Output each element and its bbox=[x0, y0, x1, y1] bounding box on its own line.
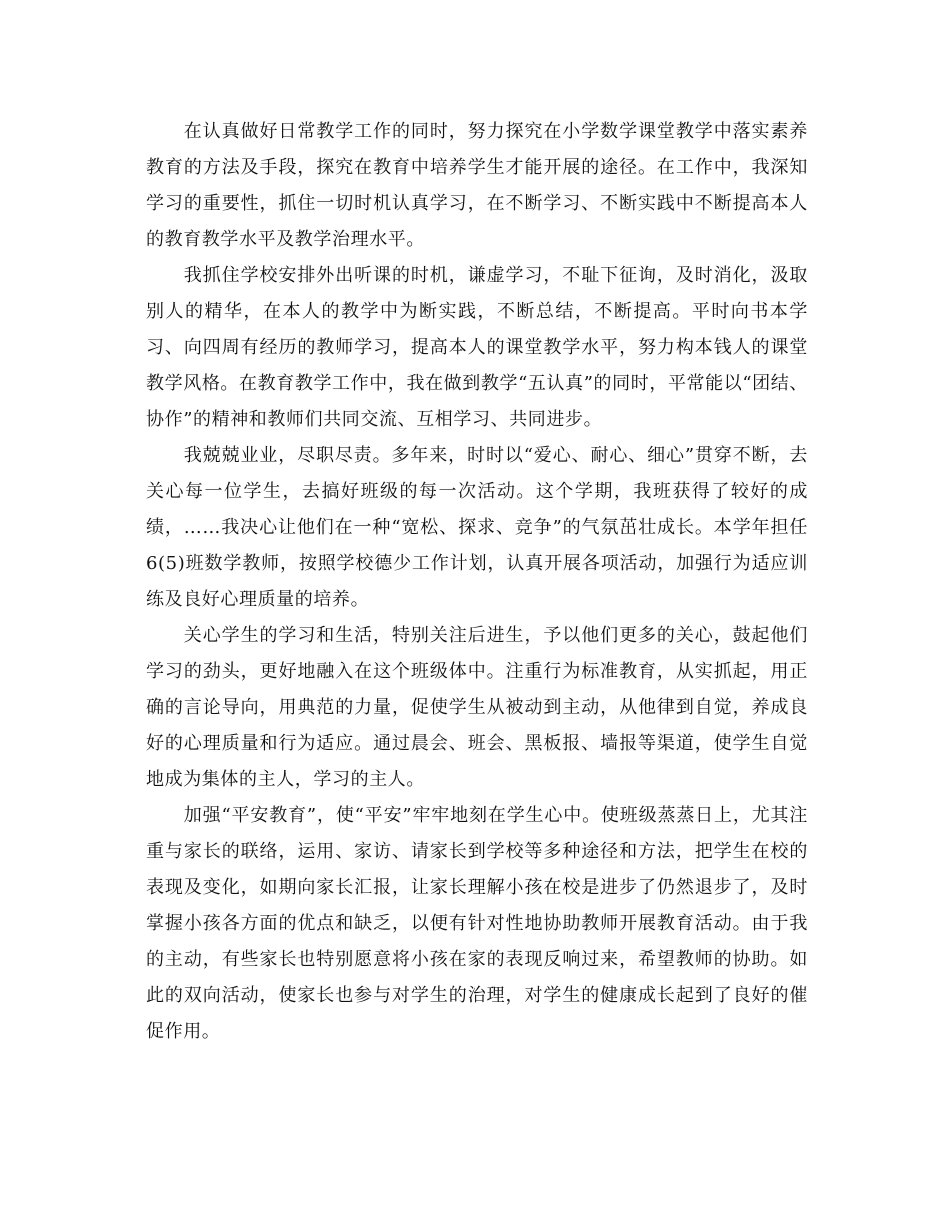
paragraph-2: 我抓住学校安排外出听课的时机，谦虚学习，不耻下征询，及时消化，汲取别人的精华，在本人的教学中为断实践，不断总结，不断提高。平时向书本学习、向四周有经历的教师学习，提高本人的课堂教学水平，努力构本钱人的课堂教学风格。在教育教学工作中，我在做到教学“五认真”的同时，平常能以“团结、协作”的精神和教师们共同交流、互相学习、共同进步。 bbox=[146, 265, 808, 430]
paragraph-4: 关心学生的学习和生活，特别关注后进生，予以他们更多的关心，鼓起他们学习的劲头，更好地融入在这个班级体中。注重行为标准教育，从实抓起，用正确的言论导向，用典范的力量，促使学生从被动到主动，从他律到自觉，养成良好的心理质量和行为适应。通过晨会、班会、黑板报、墙报等渠道，使学生自觉地成为集体的主人，学习的主人。 bbox=[146, 625, 808, 790]
paragraph-5: 加强“平安教育”，使“平安”牢牢地刻在学生心中。使班级蒸蒸日上，尤其注重与家长的联络，运用、家访、请家长到学校等多种途径和方法，把学生在校的表现及变化，如期向家长汇报，让家长理解小孩在校是进步了仍然退步了，及时掌握小孩各方面的优点和缺乏，以便有针对性地协助教师开展教育活动。由于我的主动，有些家长也特别愿意将小孩在家的表现反响过来，希望教师的协助。如此的双向活动，使家长也参与对学生的治理，对学生的健康成长起到了良好的催促作用。 bbox=[146, 805, 808, 1042]
paragraph-1: 在认真做好日常教学工作的同时，努力探究在小学数学课堂教学中落实素养教育的方法及手段，探究在教育中培养学生才能开展的途径。在工作中，我深知学习的重要性，抓住一切时机认真学习，在不断学习、不断实践中不断提高本人的教育教学水平及教学治理水平。 bbox=[146, 121, 808, 250]
paragraph-3: 我兢兢业业，尽职尽责。多年来，时时以“爱心、耐心、细心”贯穿不断，去关心每一位学生，去搞好班级的每一次活动。这个学期，我班获得了较好的成绩，……我决心让他们在一种“宽松、探求、竞争”的气氛茁壮成长。本学年担任6(5)班数学教师，按照学校德少工作计划，认真开展各项活动，加强行为适应训练及良好心理质量的培养。 bbox=[146, 445, 808, 610]
document-body bbox=[146, 114, 808, 1050]
